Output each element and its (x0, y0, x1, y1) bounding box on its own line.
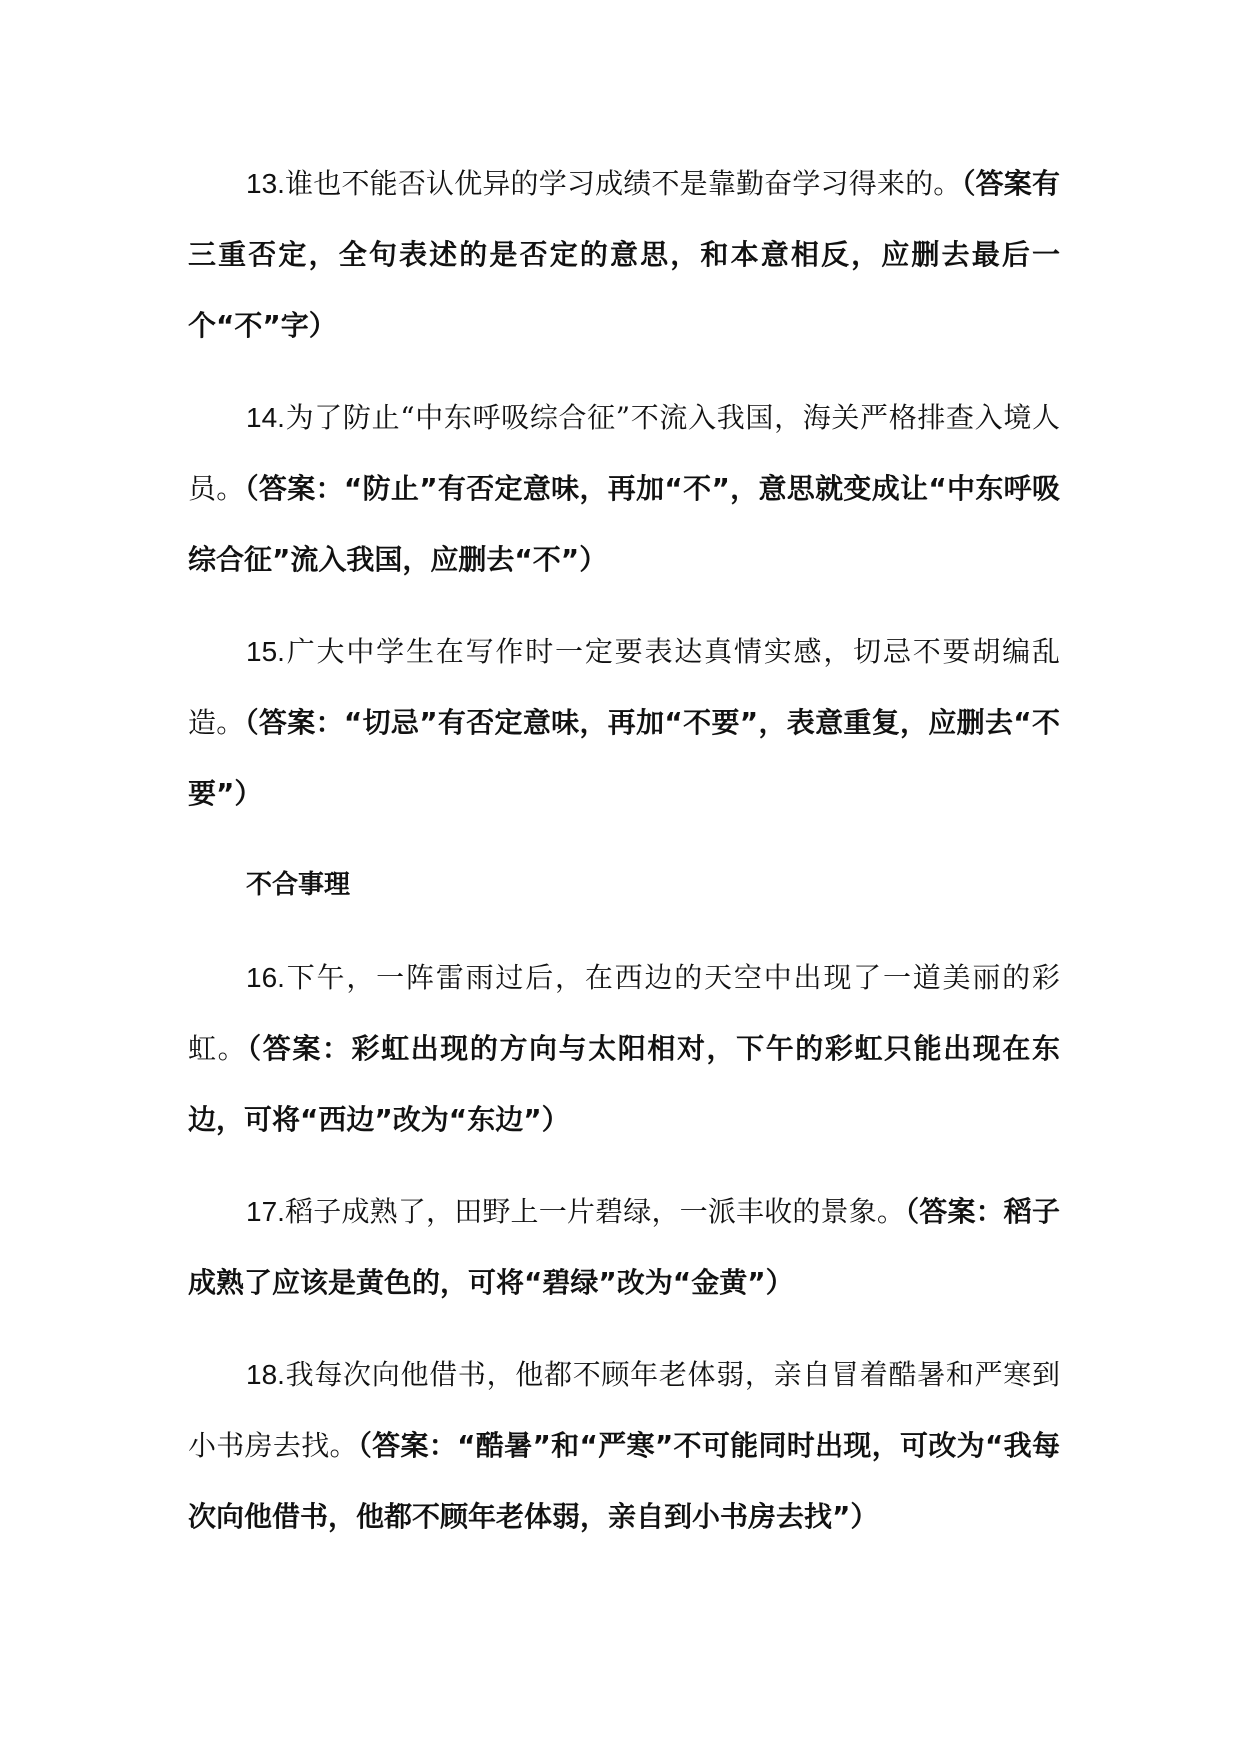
exercise-answer: （答案：“切忌”有否定意味，再加“不要”，表意重复，应删去“不要”） (188, 706, 1060, 810)
exercise-14 (188, 382, 1060, 595)
exercise-18 (188, 1339, 1060, 1552)
exercise-sentence: 下午，一阵雷雨过后，在西边的天空中出现了一道美丽的彩虹。 (188, 961, 1060, 1065)
document-content (188, 148, 1060, 1573)
exercise-sentence: 谁也不能否认优异的学习成绩不是靠勤奋学习得来的。 (284, 167, 962, 200)
exercise-answer: （答案：“酷暑”和“严寒”不可能同时出现，可改为“我每次向他借书，他都不顾年老体弱，亲自到小书房去找”） (188, 1429, 1060, 1533)
exercise-sentence: 稻子成熟了，田野上一片碧绿，一派丰收的景象。 (284, 1195, 906, 1228)
exercise-number: 18. (246, 1359, 285, 1390)
exercise-sentence: 为了防止“中东呼吸综合征”不流入我国，海关严格排查入境人员。 (188, 401, 1060, 505)
exercise-sentence: 我每次向他借书，他都不顾年老体弱，亲自冒着酷暑和严寒到小书房去找。 (188, 1358, 1060, 1462)
exercise-answer: （答案：彩虹出现的方向与太阳相对，下午的彩虹只能出现在东边，可将“西边”改为“东边”） (188, 1032, 1060, 1136)
exercise-number: 15. (246, 636, 285, 667)
exercise-number: 13. (246, 168, 285, 199)
exercise-15 (188, 616, 1060, 829)
exercise-answer: （答案：稻子成熟了应该是黄色的，可将“碧绿”改为“金黄”） (188, 1195, 1060, 1299)
exercise-17 (188, 1176, 1060, 1318)
exercise-answer: （答案：“防止”有否定意味，再加“不”，意思就变成让“中东呼吸综合征”流入我国，应删去“不”） (188, 472, 1060, 576)
exercise-number: 14. (246, 402, 285, 433)
exercise-number: 17. (246, 1196, 285, 1227)
exercise-sentence: 广大中学生在写作时一定要表达真情实感，切忌不要胡编乱造。 (188, 635, 1060, 739)
exercise-16 (188, 942, 1060, 1155)
exercise-13 (188, 148, 1060, 361)
section-heading: 不合事理 (246, 870, 351, 900)
exercise-number: 16. (246, 962, 285, 993)
exercise-answer: （答案有三重否定，全句表述的是否定的意思，和本意相反，应删去最后一个“不”字） (188, 167, 1060, 342)
